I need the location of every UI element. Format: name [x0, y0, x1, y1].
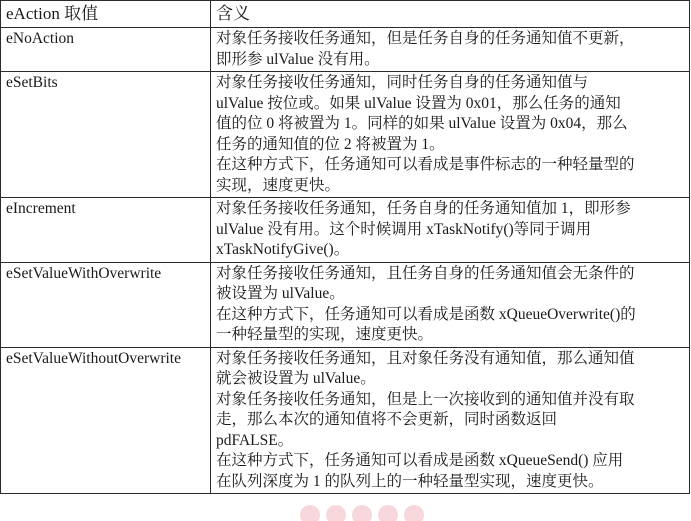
description-line: xTaskNotifyGive()。 — [216, 241, 350, 258]
watermark-blob — [378, 505, 398, 521]
table-header-row — [1, 1, 690, 28]
table-row — [1, 72, 690, 198]
row-action-name: eNoAction — [1, 28, 211, 72]
row-description — [211, 198, 690, 263]
description-line: pdFALSE。 — [216, 431, 294, 449]
row-action-name: eSetBits — [1, 72, 211, 198]
row-description — [211, 72, 690, 198]
watermark-blob — [326, 505, 346, 521]
description-line: 在这种方式下，任务通知可以看成是事件标志的一种轻量型的 — [216, 156, 635, 173]
watermark-blob — [404, 505, 424, 521]
header-meaning: 含义 — [211, 1, 690, 28]
table-row — [1, 347, 690, 494]
row-description — [211, 28, 690, 72]
description-line: 在这种方式下，任务通知可以看成是函数 xQueueSend() 应用 — [216, 452, 624, 469]
description-line: ulValue 按位或。如果 ulValue 设置为 0x01，那么任务的通知 — [216, 94, 621, 112]
description-line: 对象任务接收任务通知，且任务自身的任务通知值会无条件的 — [216, 264, 635, 282]
row-description — [211, 262, 690, 347]
description-line: 被设置为 ulValue。 — [216, 285, 345, 302]
description-line: 对象任务接收任务通知，但是上一次接收到的通知值并没有取 — [216, 390, 635, 408]
description-line: 对象任务接收任务通知，同时任务自身的任务通知值与 — [216, 74, 589, 91]
description-line: 在队列深度为 1 的队列上的一种轻量型实现，速度更快。 — [216, 472, 604, 490]
header-eaction-value: eAction 取值 — [1, 1, 211, 28]
watermark-blob — [352, 505, 372, 521]
row-action-name: eIncrement — [1, 198, 211, 263]
table-row — [1, 198, 690, 263]
description-line: 对象任务接收任务通知，任务自身的任务通知值加 1，即形参 — [216, 200, 631, 217]
description-line: 就会被设置为 ulValue。 — [216, 370, 376, 387]
table-row — [1, 28, 690, 72]
table-row — [1, 262, 690, 347]
description-line: ulValue 没有用。这个时候调用 xTaskNotify()等同于调用 — [216, 220, 592, 238]
description-line: 走，那么本次的通知值将不会更新，同时函数返回 — [216, 411, 558, 428]
row-action-name: eSetValueWithoutOverwrite — [1, 347, 211, 494]
description-line: 实现，速度更快。 — [216, 176, 341, 194]
table-body — [1, 28, 690, 494]
description-line: 在这种方式下，任务通知可以看成是函数 xQueueOverwrite()的 — [216, 305, 636, 323]
description-line: 任务的通知值的位 2 将被置为 1。 — [216, 135, 445, 153]
row-action-name: eSetValueWithOverwrite — [1, 262, 211, 347]
description-line: 对象任务接收任务通知，且对象任务没有通知值，那么通知值 — [216, 349, 635, 367]
watermark-blob — [300, 505, 320, 521]
description-line: 即形参 ulValue 没有用。 — [216, 50, 380, 68]
faint-watermark — [300, 505, 480, 521]
description-line: 值的位 0 将被置为 1。同样的如果 ulValue 设置为 0x04，那么 — [216, 115, 628, 132]
row-description — [211, 347, 690, 494]
description-line: 一种轻量型的实现，速度更快。 — [216, 326, 434, 343]
description-line: 对象任务接收任务通知，但是任务自身的任务通知值不更新， — [216, 30, 635, 47]
